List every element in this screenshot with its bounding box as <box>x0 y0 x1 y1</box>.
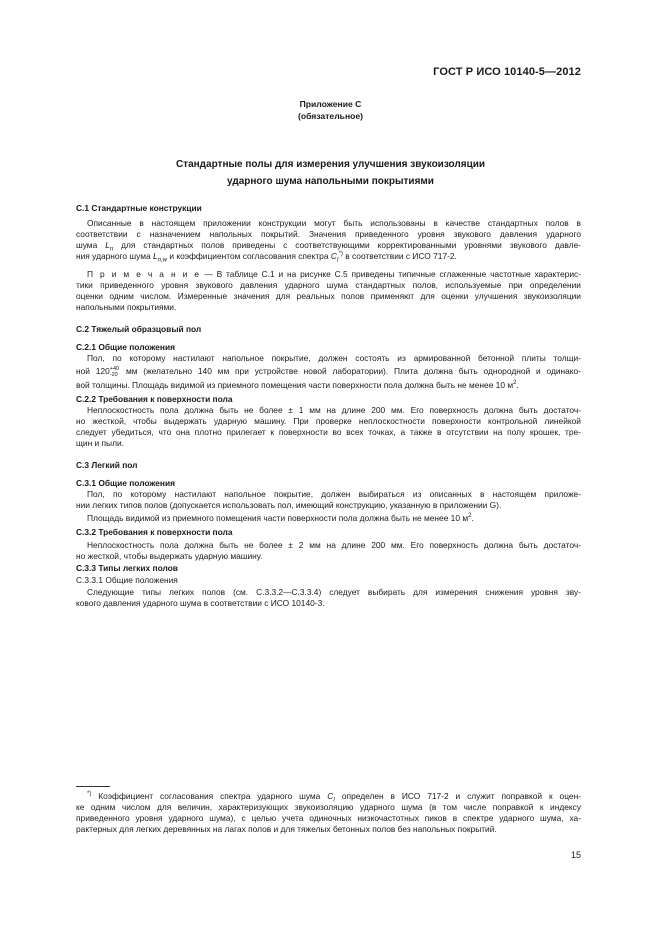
c3-1-line: Пол, по которому настилают напольное покрытие, должен выбираться из описанных в настоящем приложе- <box>87 489 581 499</box>
c1-note-line: П р и м е ч а н и е — В таблице С.1 и на рисунке С.5 приведены типичные сглаженные частотные характерис- <box>87 269 581 279</box>
c3-1-line: Площадь видимой из приемного помещения части поверхности пола должна быть не менее 10 $м^2$. <box>87 513 474 523</box>
footnote-separator <box>76 786 110 787</box>
symbol-Ln: $L_n$ <box>105 240 114 253</box>
footnote-marker: *) <box>87 791 92 798</box>
symbol-Lnw: $L_{n,w}$ <box>152 251 167 264</box>
footnote-line: рактерных для легких деревянных на лагах полов и для тяжелых бетонных полов без напольных покрытий. <box>76 824 497 834</box>
footnote-line: ке одним числом для величин, характеризующих звукоизоляцию ударного шума (в том числе поправкой к индексу <box>76 802 581 812</box>
annex-title-line-2: ударного шума напольными покрытиями <box>227 176 434 187</box>
c1-paragraph-line: шума $L_n$ для стандартных полов приведены с соответствующими корректированными уровнями звукового давле- <box>76 240 582 253</box>
symbol-CI: $C_I$ <box>330 251 339 264</box>
symbol-CI: $C_I$ <box>327 791 335 804</box>
footnote-line: приведенного уровня ударного шума), с целью учета одиночных низкочастотных пиков в спектре ударного шума, ха- <box>76 813 581 823</box>
annex-label: Приложение С <box>299 99 362 109</box>
c2-2-line: Неплоскостность пола должна быть не более ± 1 мм на длине 200 мм. Его поверхность должна быть достаточ- <box>87 405 581 415</box>
c1-paragraph-line: Описанные в настоящем приложении конструкции могут быть использованы в качестве стандартных полов в <box>87 218 581 228</box>
c2-2-line: щин и пыли. <box>76 438 124 448</box>
c3-1-line: нии легких типов полов (допускается использовать пол, имеющий конструкцию, указанную в приложении G). <box>76 500 502 510</box>
section-c3-2-heading: С.3.2 Требования к поверхности пола <box>76 527 233 537</box>
section-c3-3-heading: С.3.3 Типы легких полов <box>76 563 178 573</box>
c2-1-line: ной 120 +40 -20 мм (желательно 140 мм при устройстве новой лаборатории). Плита должна быть однородной и одинако- <box>76 366 582 378</box>
page-number: 15 <box>570 850 581 860</box>
section-c2-heading: С.2 Тяжелый образцовый пол <box>76 324 202 334</box>
c2-1-line: Пол, по которому настилают напольное покрытие, должен состоять из армированной бетонной плиты толщи- <box>87 353 581 363</box>
c3-2-line: но жесткой, чтобы выдержать ударную машину. <box>76 551 263 561</box>
c2-2-line: но жесткой, чтобы выдержать ударную машину. При проверке неплоскостности поверхности контрольной линейкой <box>76 416 581 426</box>
thickness-value: 120 <box>95 366 110 376</box>
standard-designation: ГОСТ Р ИСО 10140-5—2012 <box>433 66 581 78</box>
section-c1-heading: С.1 Стандартные конструкции <box>76 203 202 213</box>
footnote-line: *) Коэффициент согласования спектра ударного шума $C_I$ определен в ИСО 717-2 и служит поправкой к оцен- <box>87 791 581 804</box>
annex-status: (обязательное) <box>297 111 364 121</box>
annex-title-line-1: Стандартные полы для измерения улучшения звукоизоляции <box>175 159 486 170</box>
section-c2-1-heading: С.2.1 Общие положения <box>76 342 175 352</box>
c1-paragraph-line: ния ударного шума $L_{n,w}$ и коэффициентом согласования спектра $C_I^{*)}$ в соответствии с ИСО 717-2. <box>76 251 457 264</box>
c3-2-line: Неплоскостность пола должна быть не более ± 2 мм на длине 200 мм. Его поверхность должна быть достаточ- <box>87 540 581 550</box>
footnote-ref: *) <box>338 251 343 258</box>
c1-paragraph-line: соответствии с назначением напольных покрытий. Значения приведенного уровня звукового давления ударного <box>76 229 581 239</box>
c2-2-line: следует убедиться, что она плотно прилегает к поверхности во всех точках, а также в отсутствии на полу крошек, тре- <box>76 427 581 437</box>
c3-3-1-line: кового давления ударного шума в соответствии с ИСО 10140-3. <box>76 598 325 608</box>
c1-note-line: тики приведенного уровня звукового давления ударного шума стандартных полов, используемые при определении <box>76 280 581 290</box>
section-c3-heading: С.3 Легкий пол <box>76 460 138 470</box>
c3-3-1-line: Следующие типы легких полов (см. С.3.3.2—С.3.3.4) следует выбирать для измерения снижения уровня зву- <box>87 587 581 597</box>
section-c2-2-heading: С.2.2 Требования к поверхности пола <box>76 394 233 404</box>
section-c3-3-1-heading: С.3.3.1 Общие положения <box>76 575 178 585</box>
note-label: П р и м е ч а н и е <box>87 269 201 279</box>
thickness-tolerance: +40 -20 <box>109 366 120 378</box>
c1-note-line: напольными покрытиями. <box>76 302 177 312</box>
c1-note-line: оценки одним числом. Измеренные значения для реальных полов применяют для оценки улучшения звукоизоляции <box>76 291 581 301</box>
section-c3-1-heading: С.3.1 Общие положения <box>76 478 175 488</box>
c2-1-line: вой толщины. Площадь видимой из приемного помещения части поверхности пола должна быть не менее 10 $м^2$. <box>76 380 519 390</box>
